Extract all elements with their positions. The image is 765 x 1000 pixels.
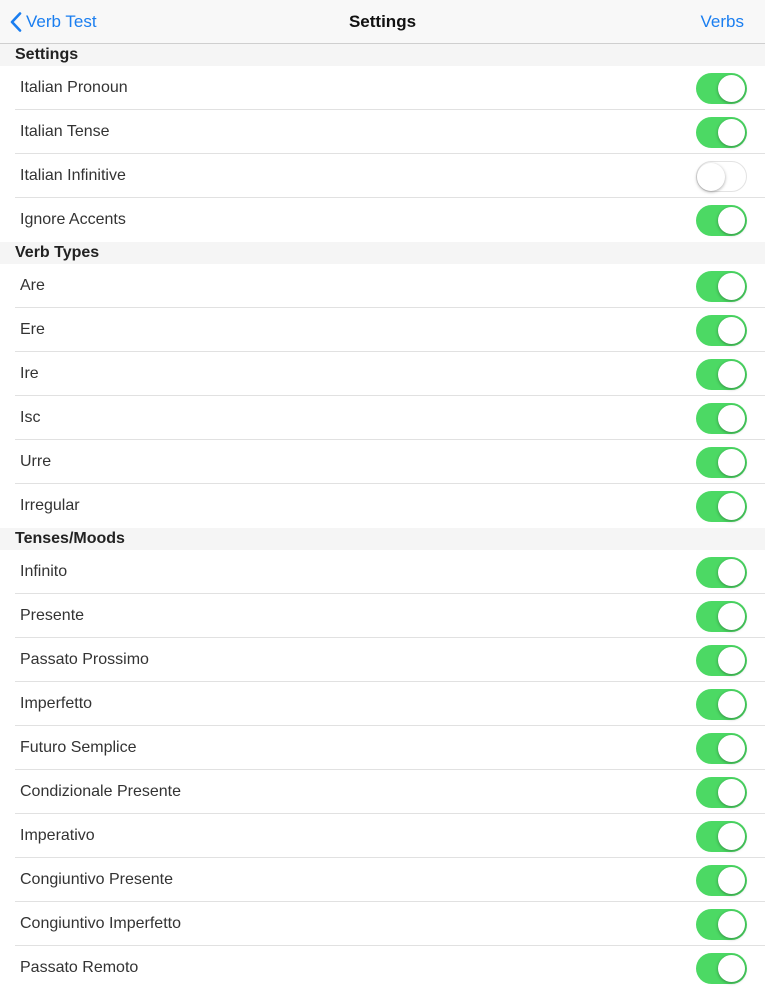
toggle-knob [718, 317, 745, 344]
toggle-switch[interactable] [696, 777, 747, 808]
toggle-switch[interactable] [696, 73, 747, 104]
settings-row [0, 858, 765, 902]
toggle-knob [718, 207, 745, 234]
settings-row-label: Imperativo [20, 827, 95, 844]
settings-row [0, 198, 765, 242]
settings-row [0, 352, 765, 396]
toggle-switch[interactable] [696, 645, 747, 676]
toggle-knob [718, 361, 745, 388]
toggle-knob [718, 691, 745, 718]
settings-row-label: Imperfetto [20, 695, 93, 712]
settings-row-label: Condizionale Presente [20, 783, 181, 800]
settings-row-label: Urre [20, 453, 52, 470]
settings-row-label: Ignore Accents [20, 211, 126, 228]
toggle-knob [718, 603, 745, 630]
toggle-switch[interactable] [696, 447, 747, 478]
settings-row-label: Presente [20, 607, 85, 624]
toggle-switch[interactable] [696, 359, 747, 390]
page-title: Settings [348, 12, 417, 31]
toggle-switch[interactable] [696, 557, 747, 588]
settings-row-label: Congiuntivo Imperfetto [20, 915, 181, 932]
settings-row-label: Italian Tense [20, 123, 110, 140]
toggle-knob [718, 449, 745, 476]
section-header: Verb Types [0, 242, 765, 264]
settings-row [0, 682, 765, 726]
toggle-knob [718, 119, 745, 146]
toggle-knob [718, 735, 745, 762]
settings-row-label: Congiuntivo Presente [20, 871, 173, 888]
settings-row [0, 902, 765, 946]
navigation-bar [0, 0, 765, 44]
settings-row-label: Passato Remoto [20, 959, 139, 976]
back-button-label: Verb Test [26, 12, 97, 31]
settings-row [0, 594, 765, 638]
settings-row-label: Infinito [20, 563, 68, 580]
toggle-knob [718, 911, 745, 938]
settings-list [0, 44, 765, 990]
toggle-switch[interactable] [696, 491, 747, 522]
toggle-switch[interactable] [696, 161, 747, 192]
toggle-knob [697, 163, 725, 191]
toggle-switch[interactable] [696, 271, 747, 302]
settings-row [0, 770, 765, 814]
settings-row [0, 264, 765, 308]
toggle-switch[interactable] [696, 315, 747, 346]
settings-row-label: Ere [20, 321, 45, 338]
toggle-switch[interactable] [696, 117, 747, 148]
settings-row [0, 946, 765, 990]
settings-row [0, 440, 765, 484]
settings-row [0, 638, 765, 682]
toggle-knob [718, 779, 745, 806]
toggle-switch[interactable] [696, 953, 747, 984]
settings-row [0, 154, 765, 198]
toggle-knob [718, 647, 745, 674]
settings-row-label: Ire [20, 365, 39, 382]
toggle-knob [718, 405, 745, 432]
toggle-knob [718, 867, 745, 894]
toggle-knob [718, 955, 745, 982]
settings-row-label: Irregular [20, 497, 80, 514]
settings-row-label: Futuro Semplice [20, 739, 137, 756]
settings-row [0, 484, 765, 528]
settings-row [0, 396, 765, 440]
toggle-switch[interactable] [696, 689, 747, 720]
toggle-switch[interactable] [696, 403, 747, 434]
chevron-left-icon [10, 12, 22, 32]
toggle-switch[interactable] [696, 733, 747, 764]
toggle-knob [718, 823, 745, 850]
section-header: Tenses/Moods [0, 528, 765, 550]
settings-row [0, 308, 765, 352]
toggle-knob [718, 559, 745, 586]
section-header: Settings [0, 44, 765, 66]
settings-row [0, 550, 765, 594]
settings-row [0, 110, 765, 154]
toggle-knob [718, 493, 745, 520]
settings-row [0, 814, 765, 858]
settings-row-label: Passato Prossimo [20, 651, 149, 668]
toggle-switch[interactable] [696, 821, 747, 852]
settings-row-label: Italian Pronoun [20, 79, 128, 96]
toggle-switch[interactable] [696, 865, 747, 896]
verbs-button[interactable]: Verbs [700, 12, 744, 31]
toggle-knob [718, 75, 745, 102]
back-button[interactable] [10, 0, 97, 44]
toggle-switch[interactable] [696, 909, 747, 940]
settings-row-label: Are [20, 277, 45, 294]
settings-row [0, 726, 765, 770]
settings-row-label: Italian Infinitive [20, 167, 126, 184]
toggle-knob [718, 273, 745, 300]
toggle-switch[interactable] [696, 205, 747, 236]
settings-row-label: Isc [20, 409, 41, 426]
toggle-switch[interactable] [696, 601, 747, 632]
settings-row [0, 66, 765, 110]
